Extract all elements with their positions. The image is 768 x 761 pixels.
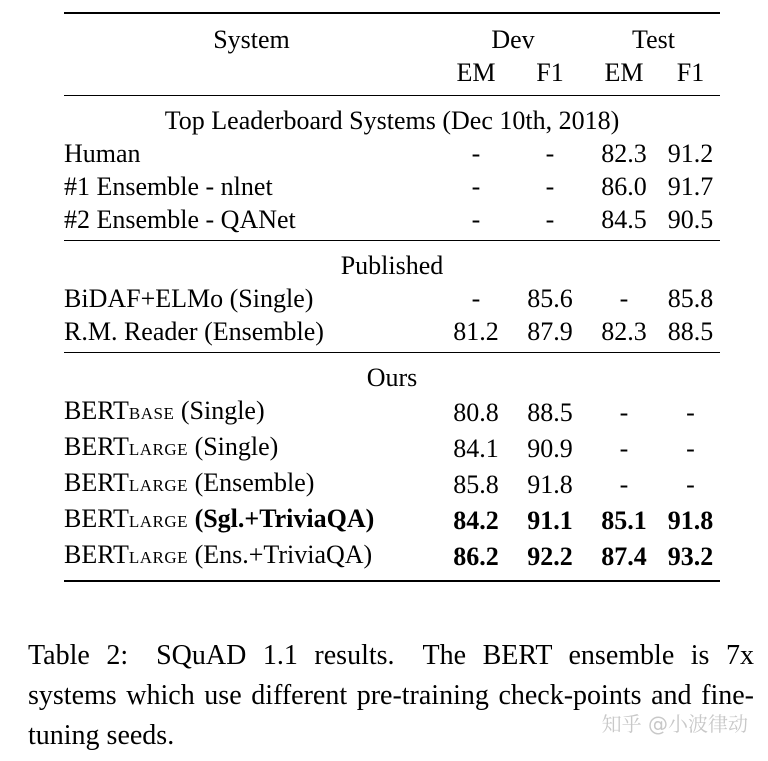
test-f1-value: 85.8 [667, 284, 714, 313]
test-f1-value: - [686, 433, 695, 463]
table-caption: Table 2: SQuAD 1.1 results. The BERT ensemble is 7x systems which use different pre-training check-points and fine-tuning seeds. [28, 640, 754, 751]
table-row [64, 170, 720, 203]
test-em-value: 86.0 [601, 172, 647, 201]
model-base-name: BERT [64, 432, 129, 461]
test-em-value: - [619, 397, 629, 427]
dev-f1-value: - [545, 205, 555, 234]
model-size-subscript: LARGE [128, 440, 189, 459]
dev-em-value: - [471, 172, 481, 201]
dev-em-value: 86.2 [453, 541, 499, 571]
test-em-value: - [619, 284, 629, 313]
dev-em-header: EM [456, 58, 496, 87]
model-size-subscript: BASE [128, 404, 175, 423]
test-em-value: - [619, 433, 629, 463]
table-row [64, 466, 720, 502]
group-title-row [64, 96, 720, 138]
group-title-ours: Ours [366, 363, 418, 392]
dev-f1-value: 90.9 [527, 433, 573, 463]
test-em-header: EM [604, 58, 644, 87]
system-name [64, 394, 439, 430]
table-row [64, 394, 720, 430]
system-name [64, 466, 439, 502]
test-em-value: - [619, 469, 629, 499]
system-name [64, 430, 439, 466]
watermark: 知乎 @小波律动 [601, 712, 748, 736]
group-title-row [64, 353, 720, 395]
table-row [64, 137, 720, 170]
dev-f1-value: 91.8 [527, 469, 573, 499]
model-variant: (Single) [188, 432, 279, 461]
dev-em-value: 81.2 [453, 317, 499, 346]
group-title-published: Published [340, 251, 444, 280]
model-size-subscript: LARGE [128, 512, 189, 531]
model-base-name: BERT [64, 540, 129, 569]
model-base-name: BERT [64, 504, 129, 533]
dev-f1-value: 85.6 [527, 284, 573, 313]
test-f1-value: 90.5 [667, 205, 714, 234]
test-f1-value: - [686, 469, 695, 499]
table-row [64, 538, 720, 581]
test-column-header: Test [632, 25, 675, 54]
results-table [64, 12, 720, 582]
model-size-subscript: LARGE [128, 548, 189, 567]
system-name [64, 538, 439, 581]
model-variant: (Single) [174, 396, 265, 425]
test-f1-value: 93.2 [667, 541, 714, 571]
system-name: R.M. Reader (Ensemble) [64, 317, 324, 346]
system-name: Human [64, 139, 141, 168]
table-row [64, 502, 720, 538]
test-f1-value: 88.5 [667, 317, 714, 346]
dev-f1-value: 88.5 [527, 397, 573, 427]
model-base-name: BERT [64, 468, 129, 497]
table-row [64, 282, 720, 315]
test-f1-value: 91.7 [667, 172, 714, 201]
dev-em-value: 84.1 [453, 433, 499, 463]
test-f1-value: 91.8 [667, 505, 714, 535]
test-f1-header: F1 [676, 58, 705, 87]
model-size-subscript: LARGE [128, 476, 189, 495]
test-em-value: 87.4 [601, 541, 647, 571]
model-variant: (Ens.+TriviaQA) [188, 540, 373, 569]
dev-f1-value: - [545, 139, 555, 168]
test-em-value: 85.1 [601, 505, 647, 535]
dev-f1-value: 87.9 [527, 317, 573, 346]
model-variant: (Sgl.+TriviaQA) [188, 504, 375, 533]
dev-f1-header: F1 [536, 58, 564, 87]
dev-em-value: - [471, 205, 481, 234]
dev-em-value: 85.8 [453, 469, 499, 499]
dev-em-value: - [471, 139, 481, 168]
system-name [64, 502, 439, 538]
test-em-value: 82.3 [601, 317, 647, 346]
dev-f1-value: 91.1 [527, 505, 573, 535]
model-base-name: BERT [64, 396, 129, 425]
test-em-value: 82.3 [601, 139, 647, 168]
system-column-header: System [213, 25, 290, 54]
dev-column-header: Dev [491, 25, 535, 54]
table-row [64, 430, 720, 466]
table-row [64, 203, 720, 241]
dev-em-value: 84.2 [453, 505, 499, 535]
dev-em-value: 80.8 [453, 397, 499, 427]
dev-f1-value: - [545, 172, 555, 201]
test-f1-value: - [686, 397, 695, 427]
group-title-leaderboard: Top Leaderboard Systems (Dec 10th, 2018) [164, 106, 620, 135]
test-f1-value: 91.2 [667, 139, 714, 168]
test-em-value: 84.5 [601, 205, 647, 234]
group-title-row [64, 241, 720, 283]
system-name: #2 Ensemble - QANet [64, 205, 296, 234]
system-name: #1 Ensemble - nlnet [64, 172, 273, 201]
model-variant: (Ensemble) [188, 468, 315, 497]
table-row [64, 315, 720, 353]
dev-em-value: - [471, 284, 481, 313]
dev-f1-value: 92.2 [527, 541, 573, 571]
system-name: BiDAF+ELMo (Single) [64, 284, 314, 313]
header-row-1 [64, 13, 720, 56]
